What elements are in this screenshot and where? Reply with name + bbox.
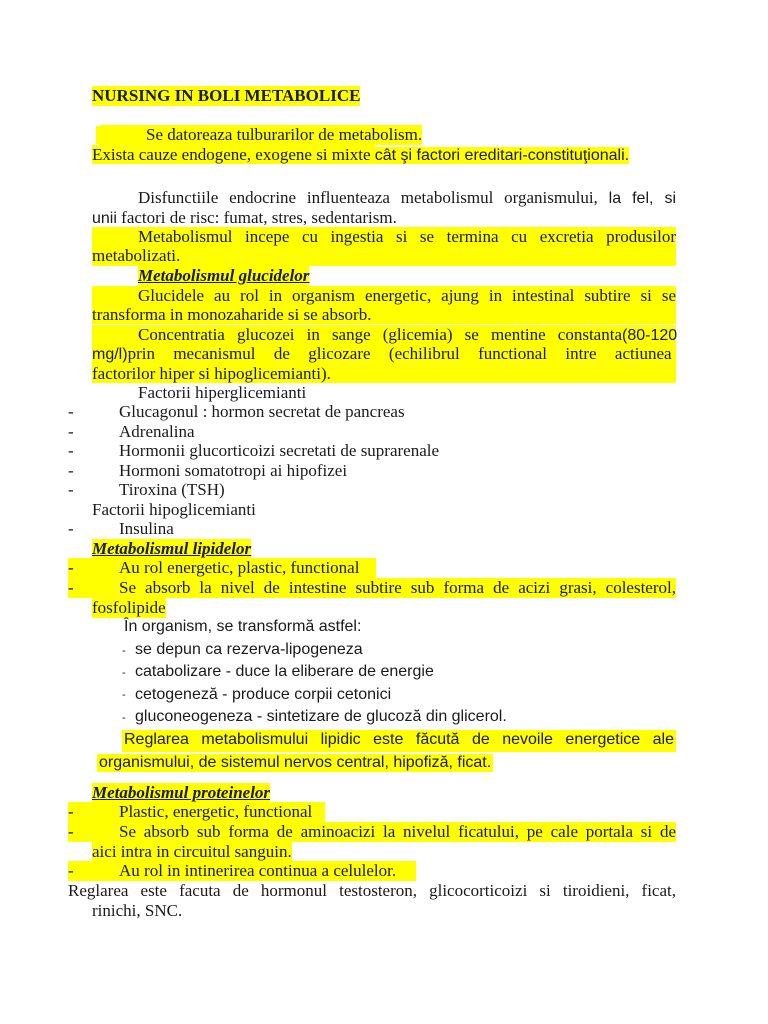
proteine-item-1	[68, 802, 325, 822]
list-item-text: Tiroxina (TSH)	[119, 480, 225, 499]
list-dash: -	[68, 461, 74, 480]
paragraph-2-line-1: Metabolismul incepe cu ingestia si se termina cu excretia produsilor	[138, 227, 676, 246]
sub-list-item: gluconeogeneza - sintetizare de glucoză din glicerol.	[135, 708, 507, 725]
lipide-regulation-line-2: organismului, de sistemul nervos central, hipofiză, ficat.	[99, 754, 492, 771]
list-dash: -	[68, 578, 74, 597]
glucide-paragraph-2-line-2-b: prin mecanismul de glicozare (echilibrul functional intre actiunea	[127, 344, 672, 363]
glucide-paragraph-2-line-2-a: mg/l)	[92, 346, 128, 363]
paragraph-1-line-2	[92, 208, 397, 228]
paragraph-1-line-2-b: factori de risc: fumat, stres, sedentarism.	[121, 208, 397, 227]
glucide-paragraph-2-line-1	[138, 325, 676, 345]
proteine-regulation-line-2: rinichi, SNC.	[92, 901, 183, 920]
list-dash: -	[68, 441, 74, 460]
list-dash: -	[68, 802, 74, 821]
glucide-paragraph-2-line-2	[92, 344, 676, 364]
list-item-text: Se absorb sub forma de aminoacizi la nivelul ficatului, pe cale portala si de	[119, 822, 676, 841]
list-item-text: Glucagonul : hormon secretat de pancreas	[119, 402, 405, 421]
section-heading-glucide: Metabolismul glucidelor	[138, 266, 310, 285]
glucide-paragraph-2-line-1-b: (80-120	[622, 327, 678, 344]
sub-list-dash: -	[122, 689, 126, 701]
list-dash: -	[68, 402, 74, 421]
proteine-regulation-line-1: Reglarea este facuta de hormonul testosteron, glicocorticoizi si tiroidieni, ficat,	[68, 881, 676, 900]
list-dash: -	[68, 480, 74, 499]
list-dash: -	[68, 422, 74, 441]
list-dash: -	[68, 558, 74, 577]
list-dash: -	[68, 861, 74, 880]
paragraph-1-line-1	[138, 188, 676, 208]
paragraph-1-line-1-a: Disfunctiile endocrine influenteaza metabolismul organismului,	[138, 188, 598, 207]
paragraph-2-line-2: metabolizati.	[92, 246, 181, 265]
glucide-paragraph-2-line-1-a: Concentratia glucozei in sange (glicemia) se mentine constanta	[138, 325, 622, 344]
intro-line-1: Se datoreaza tulburarilor de metabolism.	[100, 125, 422, 145]
intro-line-2-a: Exista cauze endogene, exogene si mixte	[92, 145, 375, 164]
sub-list-item: catabolizare - duce la eliberare de energie	[135, 663, 434, 680]
list-dash: -	[68, 822, 74, 841]
lipide-item-2-line-2: fosfolipide	[92, 598, 166, 617]
list-item-text: Insulina	[119, 519, 174, 538]
paragraph-1-line-2-a: unii	[92, 210, 117, 227]
glucide-paragraph-2-line-3: factorilor hiper si hipoglicemianti).	[92, 364, 331, 383]
sub-list-dash: -	[122, 712, 126, 724]
glucide-paragraph-1-line-2: transforma in monozaharide si se absorb.	[92, 305, 372, 324]
lipide-regulation-line-1: Reglarea metabolismului lipidic este făcută de nevoile energetice ale	[124, 731, 674, 748]
sub-list-item: se depun ca rezerva-lipogeneza	[135, 641, 363, 658]
list-item-text: Adrenalina	[119, 422, 195, 441]
list-item-text: Hormoni somatotropi ai hipofizei	[119, 461, 348, 480]
transform-label: În organism, se transformă astfel:	[124, 618, 362, 635]
sub-list-dash: -	[122, 645, 126, 657]
list-dash: -	[68, 519, 74, 538]
proteine-item-2-line-2: aici intra in circuitul sanguin.	[92, 842, 292, 861]
intro-line-2	[92, 145, 629, 165]
list-item-text: Se absorb la nivel de intestine subtire sub forma de acizi grasi, colesterol,	[119, 578, 676, 597]
hyper-label: Factorii hiperglicemianti	[138, 383, 307, 402]
proteine-item-3	[68, 861, 416, 881]
list-item-text: Au rol energetic, plastic, functional	[119, 558, 360, 577]
glucide-paragraph-1-line-1: Glucidele au rol in organism energetic, ajung in intestinal subtire si se	[138, 286, 676, 305]
paragraph-1-line-1-b: la fel, si	[608, 190, 677, 207]
hypo-label: Factorii hipoglicemianti	[92, 500, 256, 519]
page-title: NURSING IN BOLI METABOLICE	[92, 86, 361, 105]
section-heading-lipide: Metabolismul lipidelor	[92, 539, 252, 558]
intro-line-2-b: cât şi factori ereditari-constituţionali.	[374, 147, 630, 164]
list-item-text: Au rol in intinerirea continua a celulelor.	[119, 861, 397, 880]
section-heading-proteine: Metabolismul proteinelor	[92, 783, 271, 802]
sub-list-item: cetogeneză - produce corpii cetonici	[135, 686, 392, 703]
list-item-text: Hormonii glucorticoizi secretati de suprarenale	[119, 441, 440, 460]
lipide-item-1	[68, 558, 376, 578]
sub-list-dash: -	[122, 667, 126, 679]
list-item-text: Plastic, energetic, functional	[119, 802, 313, 821]
